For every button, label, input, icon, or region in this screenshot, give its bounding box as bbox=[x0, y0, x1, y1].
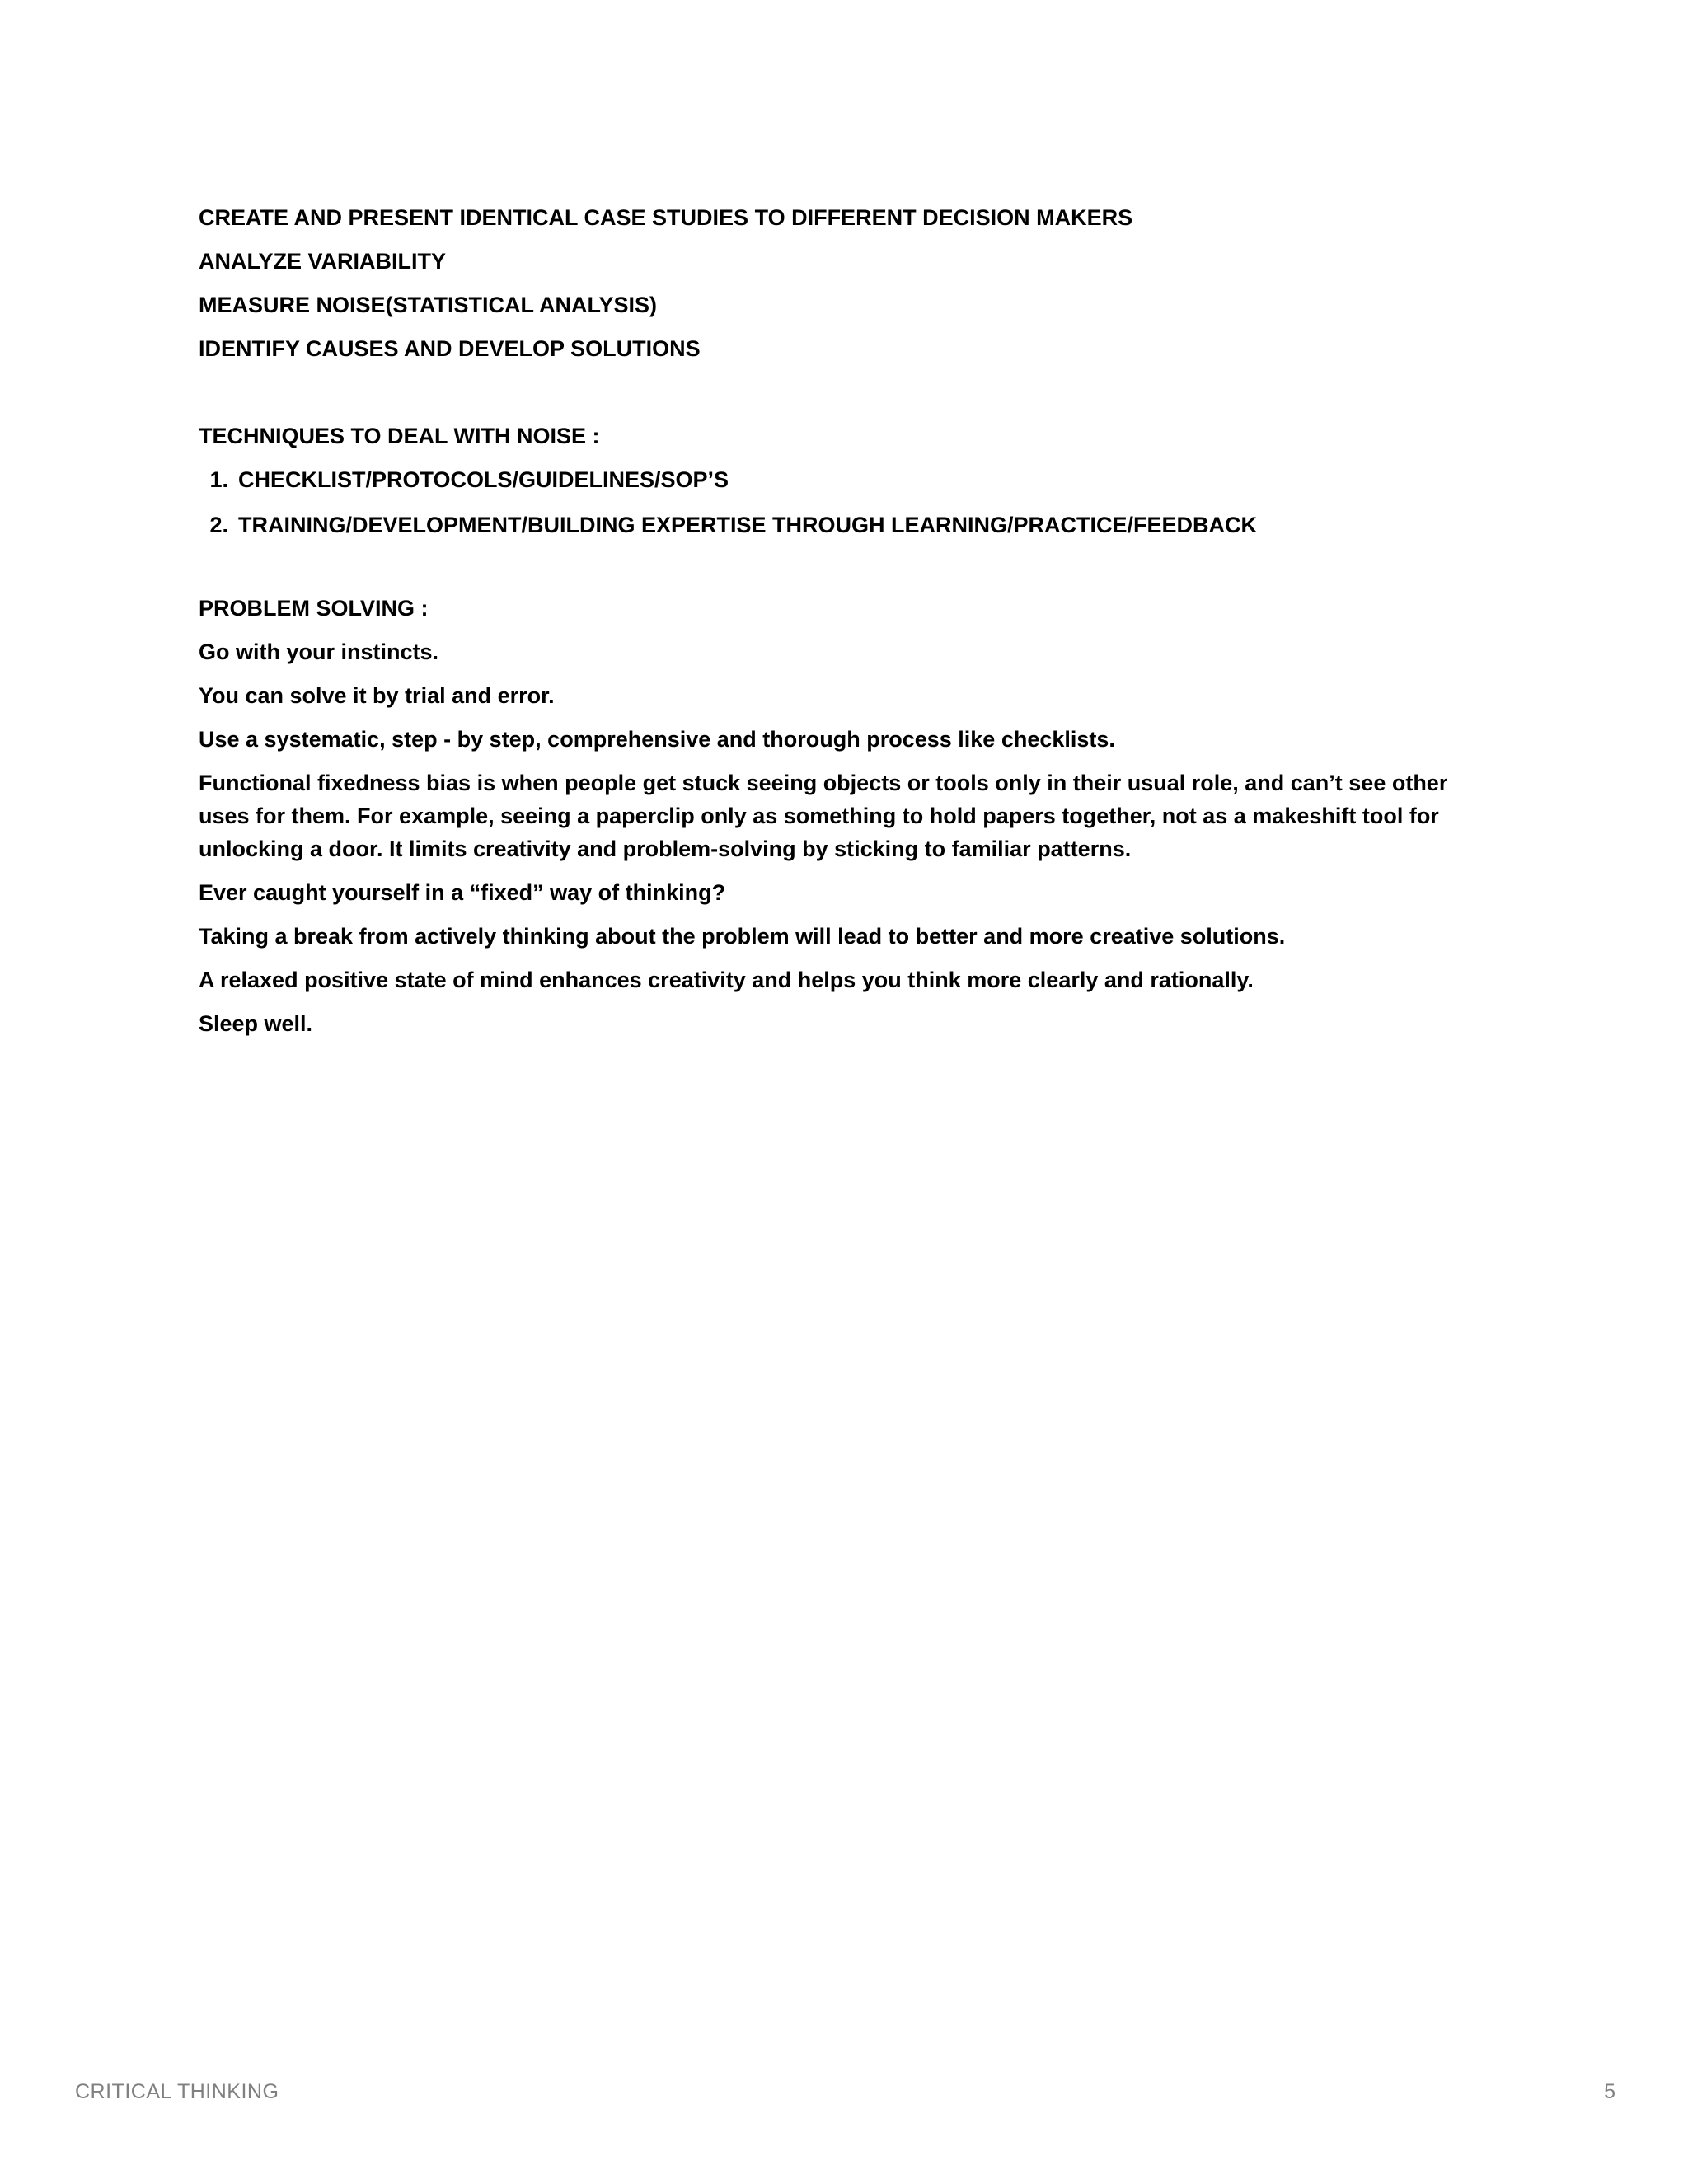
section-techniques bbox=[199, 419, 1501, 541]
footer-title: CRITICAL THINKING bbox=[75, 2080, 279, 2103]
paragraph: Go with your instincts. bbox=[199, 640, 439, 664]
list-item bbox=[199, 509, 1501, 541]
section-problem-solving bbox=[199, 592, 1501, 1040]
list-number: 2. bbox=[209, 513, 228, 537]
paragraph: Functional fixedness bias is when people get stuck seeing objects or tools only in their usual role, and can’t see other uses for them. For example, seeing a paperclip only as something to hold papers together, not as a makeshift tool for unlocking a door. It limits creativity and problem-solving by sticking to familiar patterns. bbox=[199, 771, 1448, 861]
page-content bbox=[199, 201, 1501, 1051]
section-noise-audit bbox=[199, 201, 1501, 365]
techniques-list bbox=[199, 463, 1501, 541]
page-number: 5 bbox=[1604, 2080, 1615, 2103]
text-line: MEASURE NOISE(STATISTICAL ANALYSIS) bbox=[199, 293, 658, 317]
paragraph: You can solve it by trial and error. bbox=[199, 683, 555, 708]
list-item bbox=[199, 463, 1501, 496]
problem-solving-heading: PROBLEM SOLVING : bbox=[199, 596, 429, 621]
techniques-heading: TECHNIQUES TO DEAL WITH NOISE : bbox=[199, 424, 600, 448]
paragraph: A relaxed positive state of mind enhances creativity and helps you think more clearly and rationally. bbox=[199, 968, 1254, 992]
paragraph: Use a systematic, step - by step, comprehensive and thorough process like checklists. bbox=[199, 727, 1115, 752]
paragraph: Sleep well. bbox=[199, 1011, 313, 1036]
text-line: CREATE AND PRESENT IDENTICAL CASE STUDIES TO DIFFERENT DECISION MAKERS bbox=[199, 205, 1133, 230]
list-item-text: TRAINING/DEVELOPMENT/BUILDING EXPERTISE THROUGH LEARNING/PRACTICE/FEEDBACK bbox=[238, 513, 1258, 537]
list-item-text: CHECKLIST/PROTOCOLS/GUIDELINES/SOP’S bbox=[238, 467, 729, 492]
text-line: ANALYZE VARIABILITY bbox=[199, 249, 447, 274]
text-line: IDENTIFY CAUSES AND DEVELOP SOLUTIONS bbox=[199, 336, 701, 361]
list-number: 1. bbox=[209, 467, 228, 492]
paragraph: Taking a break from actively thinking about the problem will lead to better and more creative solutions. bbox=[199, 924, 1286, 949]
paragraph: Ever caught yourself in a “fixed” way of thinking? bbox=[199, 880, 726, 905]
section-spacer bbox=[199, 376, 1501, 419]
section-spacer bbox=[199, 554, 1501, 592]
